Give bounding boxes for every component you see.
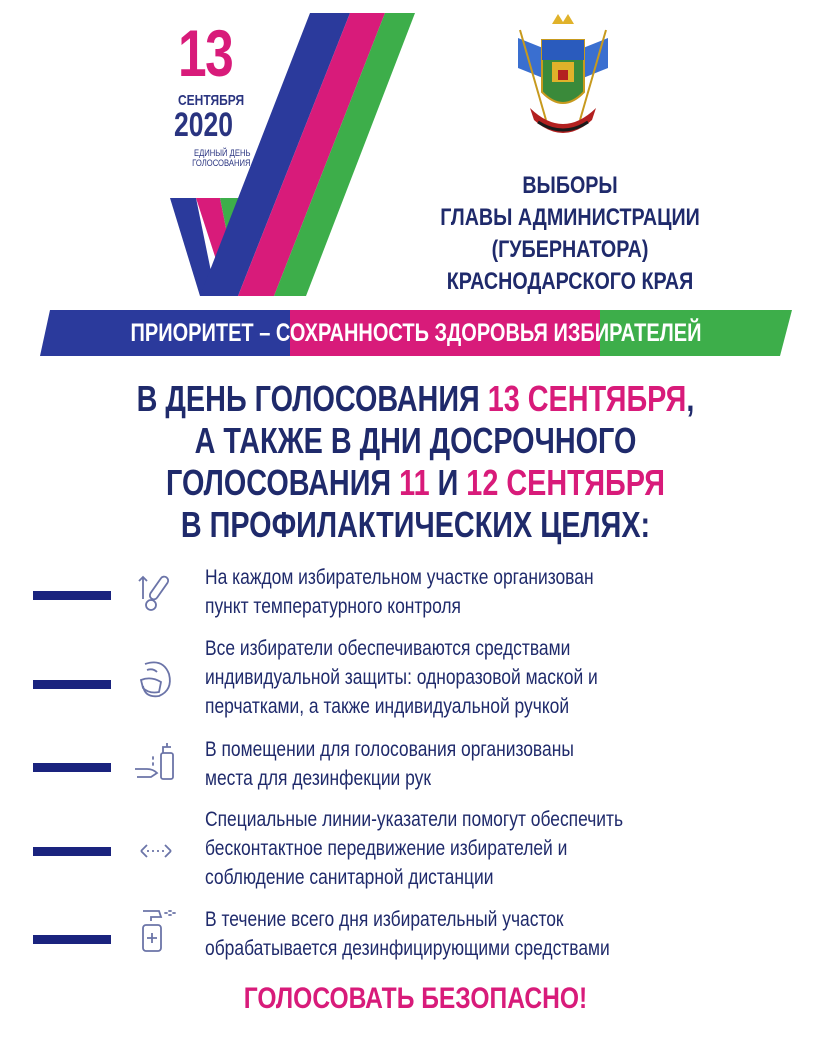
- logo-day: 13: [178, 16, 233, 90]
- logo-month: СЕНТЯБРЯ: [178, 92, 245, 109]
- hand-sanitizer-icon: [133, 739, 179, 785]
- krasnodar-coat-of-arms-icon: [508, 10, 618, 145]
- footer-slogan: ГОЛОСОВАТЬ БЕЗОПАСНО!: [243, 982, 588, 1015]
- bullet-dash: [33, 935, 111, 944]
- ribbon-text: ПРИОРИТЕТ – СОХРАННОСТЬ ЗДОРОВЬЯ ИЗБИРАТЕЛЕЙ: [130, 319, 702, 347]
- bullet-dash: [33, 847, 111, 856]
- logo-year: 2020: [174, 106, 233, 144]
- bullet-dash: [33, 591, 111, 600]
- spray-bottle-icon: [133, 907, 179, 953]
- face-mask-icon: [133, 656, 179, 702]
- bullet-dash: [33, 680, 111, 689]
- headline: В ДЕНЬ ГОЛОСОВАНИЯ 13 СЕНТЯБРЯ, А ТАКЖЕ В ДНИ ДОСРОЧНОГО ГОЛОСОВАНИЯ 11 И 12 СЕНТЯБРЯ В ПРОФИЛАКТИЧЕСКИХ ЦЕЛЯХ:: [136, 378, 695, 545]
- election-day-logo: [160, 8, 420, 308]
- election-title: ВЫБОРЫ ГЛАВЫ АДМИНИСТРАЦИИ (ГУБЕРНАТОРА) КРАСНОДАРСКОГО КРАЯ: [440, 172, 700, 295]
- thermometer-icon: [133, 569, 179, 615]
- logo-subtitle: ЕДИНЫЙ ДЕНЬ ГОЛОСОВАНИЯ: [192, 148, 251, 169]
- bullet-dash: [33, 763, 111, 772]
- distance-arrows-icon: [133, 828, 179, 874]
